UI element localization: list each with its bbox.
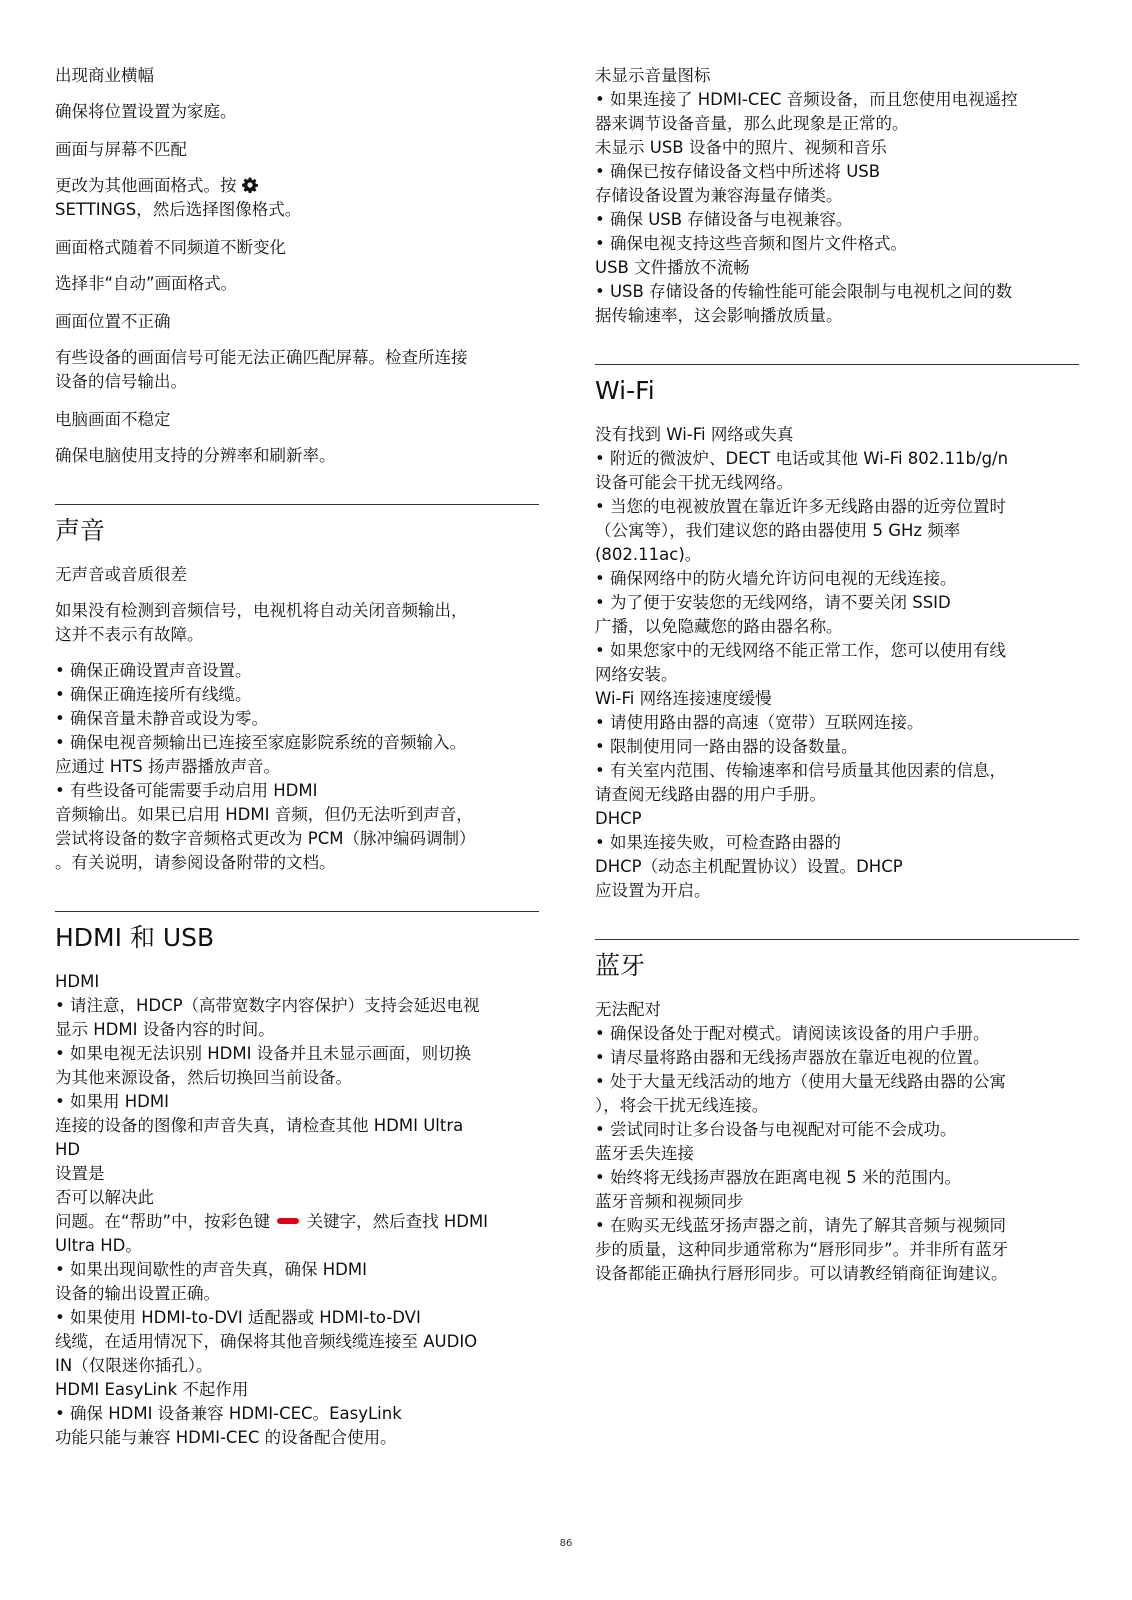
divider-sound [55,504,539,505]
text-picture-mismatch [55,174,539,222]
heading-bt-lost: 蓝牙丢失连接 [595,1144,694,1163]
list-hdmi [55,994,539,1378]
heading-pc-unstable: 电脑画面不稳定 [55,410,171,429]
settings-gear-icon [242,177,258,193]
right-column [595,64,1079,1286]
divider-hdmi-usb [55,911,539,912]
heading-easylink: HDMI EasyLink 不起作用 [55,1380,249,1399]
list-hdmi-b: 关键字，然后查找 HDMI Ultra HD。 • 如果出现间歇性的声音失真，确保 HDMI 设备的输出设置正确。 • 如果使用 HDMI-to-DVI 适配器或 HDMI-to-DVI 线缆，在适用情况下，确保将其他音频线缆连接至 AUDIO IN（仅限迷你插孔）。 [55,1212,489,1375]
heading-wifi-not-found: 没有找到 Wi-Fi 网络或失真 [595,425,794,444]
heading-no-sound: 无声音或音质很差 [55,565,187,584]
text-no-volume-icon: • 如果连接了 HDMI-CEC 音频设备，而且您使用电视遥控 器来调节设备音量，那么此现象是正常的。 [595,90,1018,133]
list-no-sound: • 确保正确设置声音设置。 • 确保正确连接所有线缆。 • 确保音量未静音或设为零。 • 确保电视音频输出已连接至家庭影院系统的音频输入。 应通过 HTS 扬声器播放声音。 • 有些设备可能需要手动启用 HDMI 音频输出。如果已启用 HDMI 音频，但仍无法听到声音， 尝试将设备的数字音频格式更改为 PCM（脉冲编码调制） 。有关说明，请参阅设备附带的文档。 [55,661,476,872]
page-number: 86 [559,1538,573,1549]
heading-picture-mismatch: 画面与屏幕不匹配 [55,140,187,159]
heading-hdmi: HDMI [55,972,100,991]
divider-wifi [595,364,1079,365]
heading-dhcp: DHCP [595,809,642,828]
text-bt-sync: • 在购买无线蓝牙扬声器之前，请先了解其音频与视频同 步的质量，这种同步通常称为“唇形同步”。并非所有蓝牙 设备都能正确执行唇形同步。可以请教经销商征询建议。 [595,1216,1009,1283]
left-column [55,64,539,1450]
section-title-wifi: Wi-Fi [595,376,655,405]
divider-bluetooth [595,939,1079,940]
heading-picture-position: 画面位置不正确 [55,312,171,331]
heading-usb-playback: USB 文件播放不流畅 [595,258,750,277]
text-usb-media: • 确保已按存储设备文档中所述将 USB 存储设备设置为兼容海量存储类。 • 确保 USB 存储设备与电视兼容。 • 确保电视支持这些音频和图片文件格式。 [595,162,907,253]
text-easylink: • 确保 HDMI 设备兼容 HDMI-CEC。EasyLink 功能只能与兼容 HDMI-CEC 的设备配合使用。 [55,1404,402,1447]
text-picture-mismatch-a: 更改为其他画面格式。按 [55,176,242,195]
text-bt-lost: • 始终将无线扬声器放在距离电视 5 米的范围内。 [595,1168,961,1187]
heading-format-changes: 画面格式随着不同频道不断变化 [55,238,286,257]
text-commercial-banner: 确保将位置设置为家庭。 [55,102,237,121]
section-title-hdmi-usb: HDMI 和 USB [55,923,215,952]
text-pc-unstable: 确保电脑使用支持的分辨率和刷新率。 [55,446,336,465]
heading-usb-media: 未显示 USB 设备中的照片、视频和音乐 [595,138,887,157]
text-picture-mismatch-b: SETTINGS，然后选择图像格式。 [55,200,302,219]
list-hdmi-a: • 请注意，HDCP（高带宽数字内容保护）支持会延迟电视 显示 HDMI 设备内容的时间。 • 如果电视无法识别 HDMI 设备并且未显示画面，则切换 为其他来源设备，然后切换回当前设备。 • 如果用 HDMI 连接的设备的图像和声音失真，请检查其他 HDMI Ultra HD 设置是 否可以解决此 问题。在“帮助”中，按彩色键 [55,996,480,1231]
text-wifi-not-found: • 附近的微波炉、DECT 电话或其他 Wi-Fi 802.11b/g/n 设备可能会干扰无线网络。 • 当您的电视被放置在靠近许多无线路由器的近旁位置时 （公寓等），我们建议您的路由器使用 5 GHz 频率 (802.11ac)。 • 确保网络中的防火墙允许访问电视的无线连接。 • 为了便于安装您的无线网络，请不要关闭 SSID 广播，以免隐藏您的路由器名称。 • 如果您家中的无线网络不能正常工作，您可以使用有线 网络安装。 [595,449,1009,684]
text-wifi-slow: • 请使用路由器的高速（宽带）互联网连接。 • 限制使用同一路由器的设备数量。 • 有关室内范围、传输速率和信号质量其他因素的信息， 请查阅无线路由器的用户手册。 [595,713,1006,804]
heading-bt-sync: 蓝牙音频和视频同步 [595,1192,744,1211]
text-usb-playback: • USB 存储设备的传输性能可能会限制与电视机之间的数 据传输速率，这会影响播放质量。 [595,282,1013,325]
text-no-sound-intro: 如果没有检测到音频信号，电视机将自动关闭音频输出， 这并不表示有故障。 [55,601,468,644]
text-cannot-pair: • 确保设备处于配对模式。请阅读该设备的用户手册。 • 请尽量将路由器和无线扬声器放在靠近电视的位置。 • 处于大量无线活动的地方（使用大量无线路由器的公寓 ），将会干扰无线连接。 • 尝试同时让多台设备与电视配对可能不会成功。 [595,1024,1006,1139]
heading-wifi-slow: Wi-Fi 网络连接速度缓慢 [595,689,772,708]
text-picture-position: 有些设备的画面信号可能无法正确匹配屏幕。检查所连接 设备的信号输出。 [55,348,468,391]
heading-no-volume-icon: 未显示音量图标 [595,66,711,85]
text-format-changes: 选择非“自动”画面格式。 [55,274,238,293]
heading-cannot-pair: 无法配对 [595,1000,661,1019]
heading-commercial-banner: 出现商业横幅 [55,66,154,85]
section-title-bluetooth: 蓝牙 [595,951,646,980]
red-color-key-icon [277,1218,299,1224]
section-title-sound: 声音 [55,516,106,545]
text-dhcp: • 如果连接失败，可检查路由器的 DHCP（动态主机配置协议）设置。DHCP 应设置为开启。 [595,833,903,900]
